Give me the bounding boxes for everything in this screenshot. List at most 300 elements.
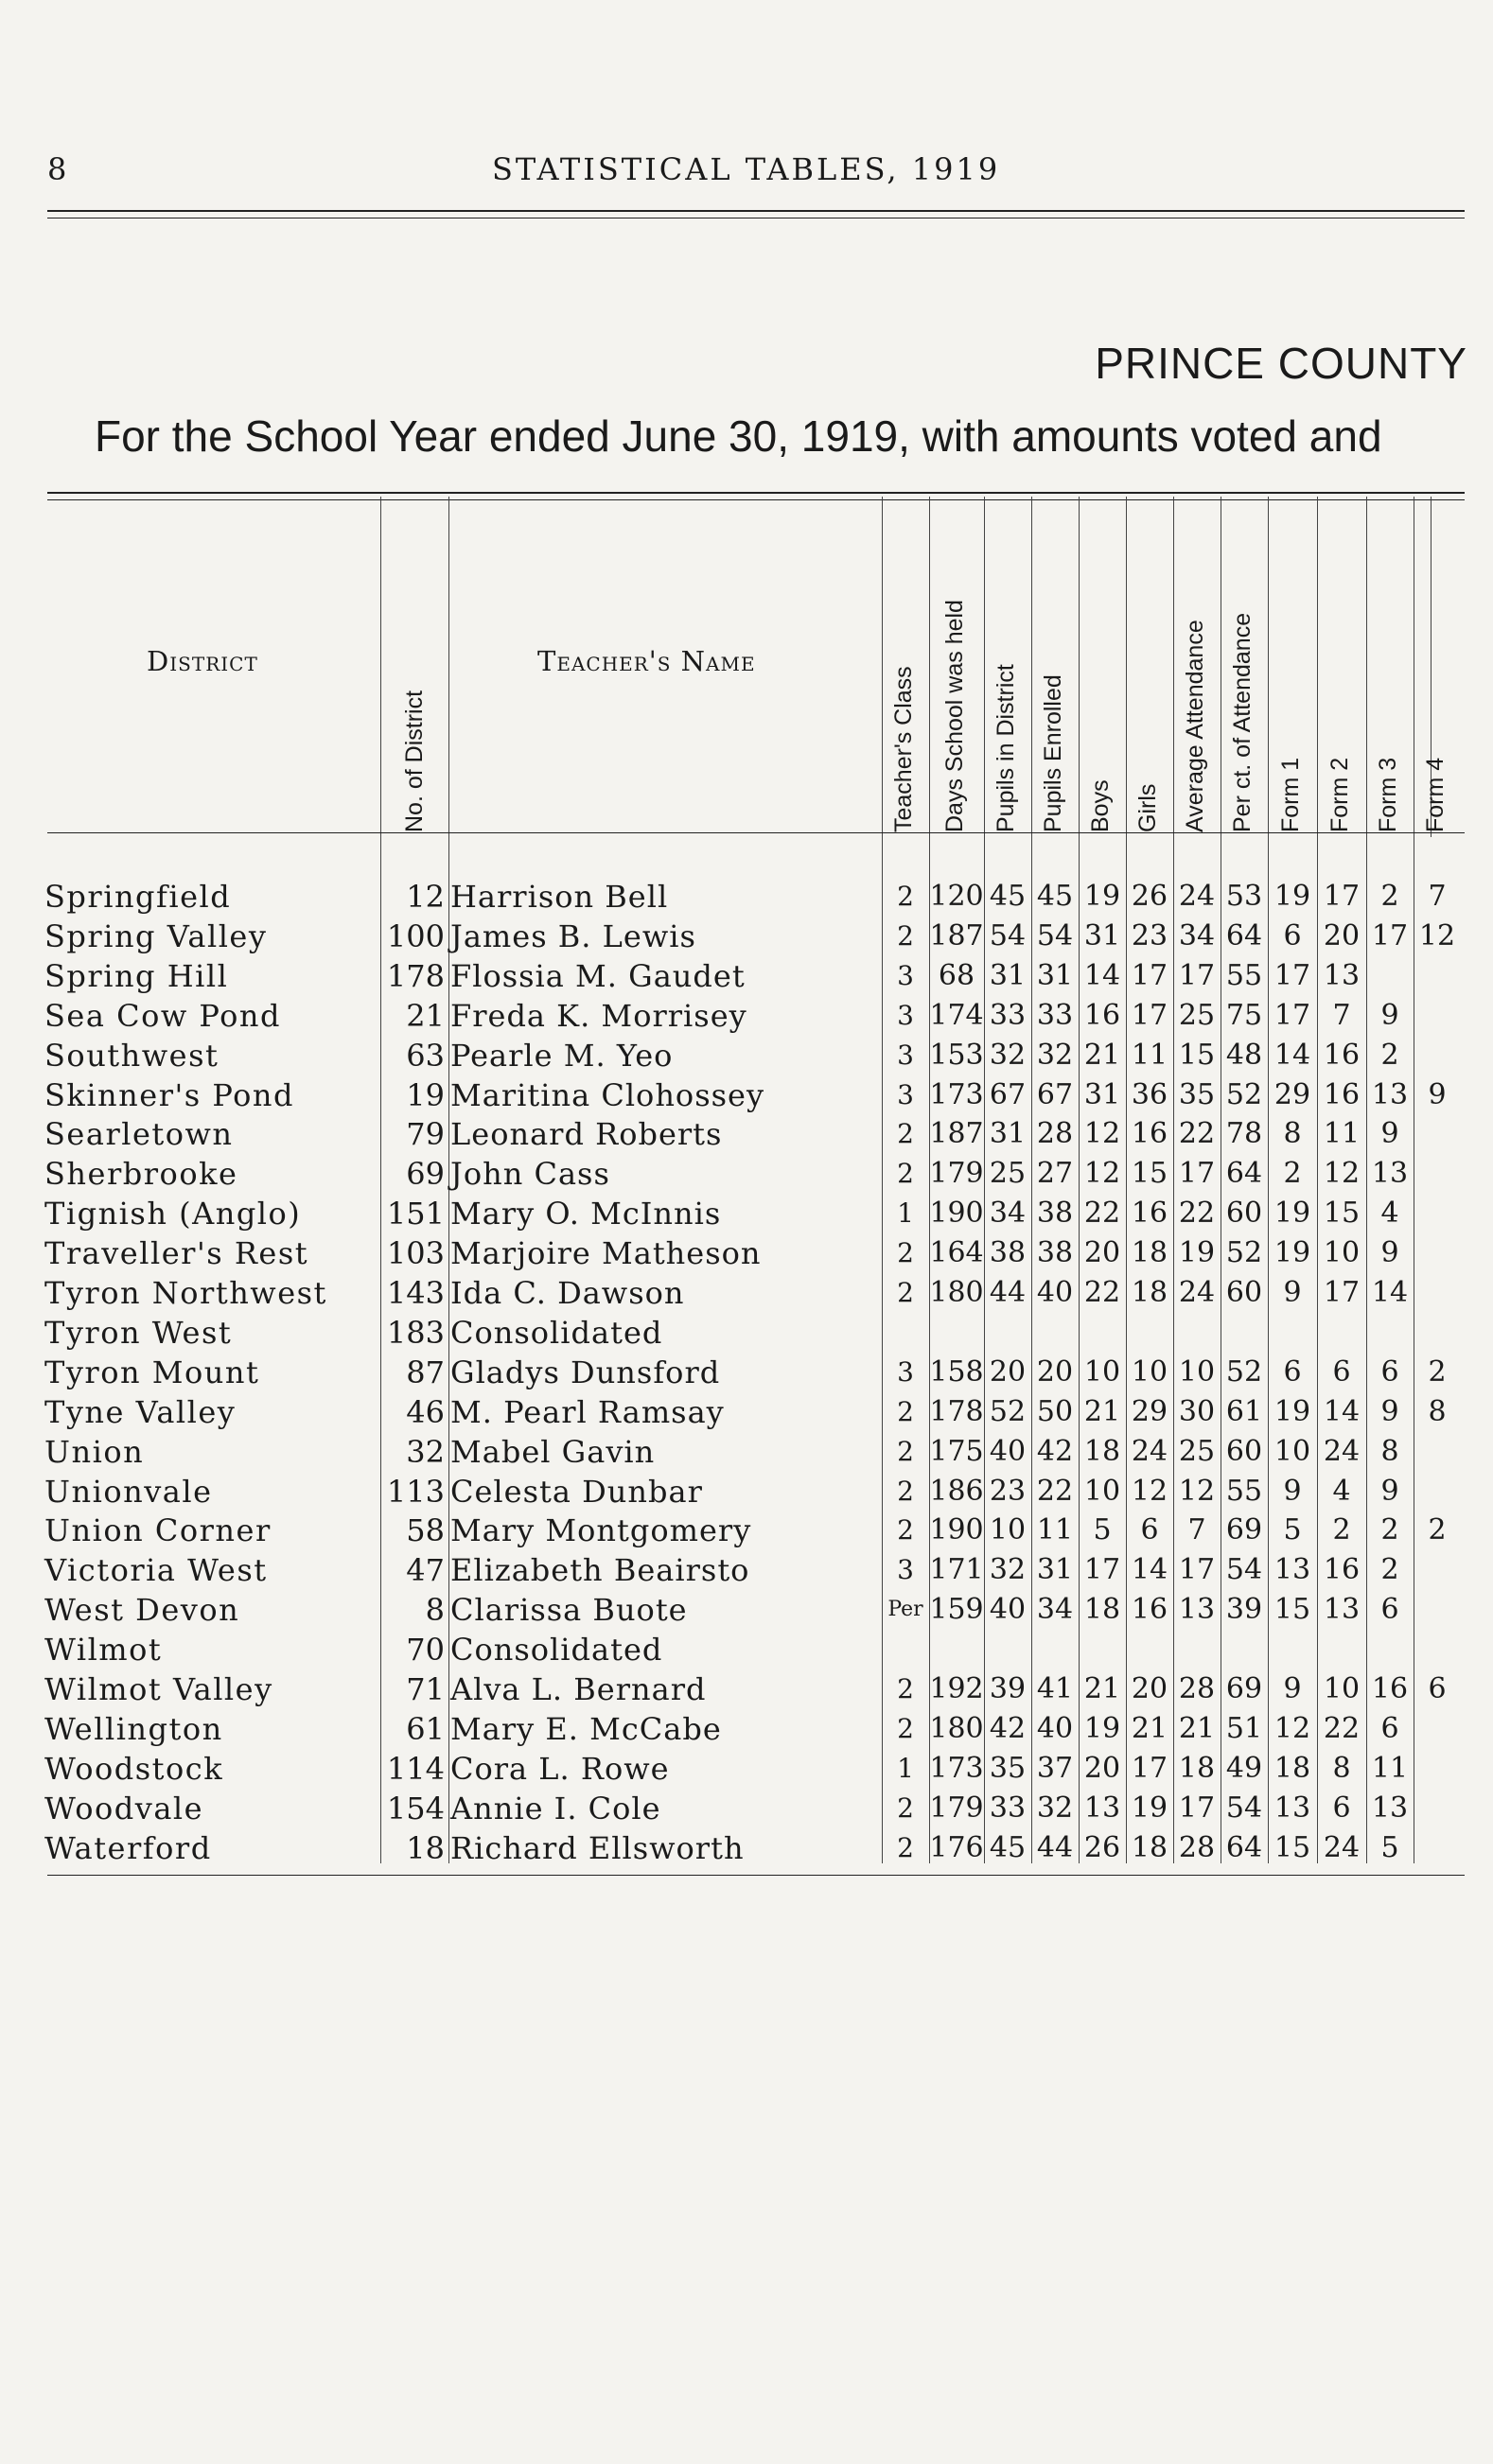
column-header-label: No. of District [401, 690, 428, 832]
cell-form3: 2 [1380, 1038, 1399, 1072]
district-name: Wellington [44, 1710, 223, 1747]
cell-average-attendance: 17 [1178, 1791, 1216, 1825]
cell-per-ct-attendance: 55 [1225, 958, 1263, 992]
cell-pupils-enrolled: 40 [1036, 1276, 1074, 1309]
cell-per-ct-attendance: 53 [1225, 880, 1263, 913]
column-header-boys [1083, 492, 1121, 832]
cell-form2: 14 [1323, 1394, 1361, 1428]
table-row [0, 1749, 1493, 1789]
cell-girls: 17 [1131, 958, 1168, 992]
cell-days-held: 159 [929, 1593, 984, 1627]
cell-per-ct-attendance: 52 [1225, 1236, 1263, 1270]
district-name: Wilmot Valley [44, 1671, 273, 1707]
cell-days-held: 176 [929, 1830, 984, 1864]
district-number: 114 [386, 1750, 445, 1787]
district-number: 63 [406, 1037, 445, 1074]
cell-boys: 22 [1083, 1197, 1121, 1231]
district-number: 103 [386, 1235, 445, 1272]
cell-pupils-in-district: 39 [989, 1672, 1027, 1705]
cell-average-attendance: 13 [1178, 1593, 1216, 1627]
column-header-label: Days School was held [941, 600, 968, 832]
cell-boys: 26 [1083, 1830, 1121, 1864]
table-row [0, 1789, 1493, 1828]
table-row [0, 996, 1493, 1036]
cell-form3: 2 [1380, 1553, 1399, 1587]
cell-girls: 15 [1131, 1157, 1168, 1191]
cell-girls: 26 [1131, 880, 1168, 913]
cell-per-ct-attendance: 78 [1225, 1117, 1263, 1151]
cell-days-held: 68 [938, 958, 975, 992]
cell-girls: 16 [1131, 1117, 1168, 1151]
cell-days-held: 180 [929, 1711, 984, 1745]
cell-form3: 9 [1380, 1474, 1399, 1508]
cell-form3: 9 [1380, 998, 1399, 1032]
cell-boys: 10 [1083, 1354, 1121, 1389]
cell-form1: 19 [1273, 1197, 1311, 1231]
cell-form1: 2 [1283, 1157, 1302, 1191]
cell-pupils-in-district: 54 [989, 918, 1027, 952]
cell-per-ct-attendance: 54 [1225, 1791, 1263, 1825]
table-row [0, 1392, 1493, 1432]
district-number: 46 [406, 1393, 445, 1430]
cell-form1: 13 [1273, 1791, 1311, 1825]
cell-form2: 24 [1323, 1830, 1361, 1864]
district-name: Tyron Mount [44, 1354, 260, 1390]
cell-form1: 6 [1283, 1354, 1302, 1389]
column-header-label: Form 4 [1422, 757, 1449, 832]
district-name: Sherbrooke [44, 1156, 238, 1193]
cell-teacher-class: 2 [897, 1712, 914, 1744]
cell-teacher-class: 3 [897, 1039, 914, 1071]
cell-form1: 15 [1273, 1830, 1311, 1864]
cell-form2: 11 [1323, 1117, 1361, 1151]
table-row [0, 1353, 1493, 1392]
cell-form3: 13 [1371, 1157, 1409, 1191]
cell-teacher-class: Per [887, 1598, 923, 1622]
cell-form1: 5 [1283, 1513, 1302, 1547]
cell-average-attendance: 25 [1178, 998, 1216, 1032]
cell-form3: 2 [1380, 1513, 1399, 1547]
cell-pupils-in-district: 34 [989, 1197, 1027, 1231]
cell-pupils-in-district: 33 [989, 1791, 1027, 1825]
table-row [0, 1075, 1493, 1115]
cell-pupils-in-district: 42 [989, 1711, 1027, 1745]
cell-days-held: 187 [929, 1117, 984, 1151]
cell-per-ct-attendance: 64 [1225, 1157, 1263, 1191]
cell-girls: 6 [1140, 1513, 1159, 1547]
header-teacher-name: Teacher's Name [537, 645, 756, 677]
cell-days-held: 178 [929, 1394, 984, 1428]
cell-pupils-enrolled: 42 [1036, 1434, 1074, 1468]
cell-form3: 5 [1380, 1830, 1399, 1864]
cell-days-held: 179 [929, 1791, 984, 1825]
cell-form3: 9 [1380, 1117, 1399, 1151]
cell-pupils-enrolled: 20 [1036, 1354, 1074, 1389]
cell-pupils-in-district: 38 [989, 1236, 1027, 1270]
cell-teacher-class: 2 [897, 1791, 914, 1824]
cell-teacher-class: 3 [897, 1078, 914, 1110]
column-header-label: Per ct. of Attendance [1229, 612, 1256, 832]
column-header-label: Teacher's Class [890, 666, 917, 832]
cell-average-attendance: 19 [1178, 1236, 1216, 1270]
teacher-name: Richard Ellsworth [450, 1829, 745, 1866]
teacher-name: Mary O. McInnis [450, 1196, 722, 1232]
cell-teacher-class: 2 [897, 1118, 914, 1150]
cell-girls: 12 [1131, 1474, 1168, 1508]
column-header-days-held [938, 492, 975, 832]
column-header-pupils-enrolled [1036, 492, 1074, 832]
teacher-name: Maritina Clohossey [450, 1076, 765, 1113]
cell-teacher-class: 2 [897, 1831, 914, 1863]
cell-days-held: 190 [929, 1197, 984, 1231]
cell-average-attendance: 24 [1178, 1276, 1216, 1309]
cell-pupils-enrolled: 27 [1036, 1157, 1074, 1191]
cell-form1: 19 [1273, 880, 1311, 913]
district-number: 87 [406, 1354, 445, 1390]
column-header-label: Pupils in District [992, 664, 1019, 832]
cell-form2: 6 [1332, 1791, 1351, 1825]
cell-teacher-class: 2 [897, 1158, 914, 1190]
cell-average-attendance: 17 [1178, 958, 1216, 992]
cell-form4: 9 [1428, 1077, 1447, 1111]
cell-pupils-enrolled: 34 [1036, 1593, 1074, 1627]
district-name: Woodstock [44, 1750, 224, 1787]
cell-form2: 2 [1332, 1513, 1351, 1547]
cell-form3: 9 [1380, 1394, 1399, 1428]
table-row [0, 877, 1493, 917]
table-row [0, 956, 1493, 996]
cell-per-ct-attendance: 49 [1225, 1751, 1263, 1785]
cell-teacher-class: 2 [897, 1435, 914, 1467]
cell-form3: 9 [1380, 1236, 1399, 1270]
cell-boys: 21 [1083, 1394, 1121, 1428]
district-name: Spring Valley [44, 917, 268, 954]
teacher-name: Mabel Gavin [450, 1433, 656, 1470]
cell-days-held: 180 [929, 1276, 984, 1309]
header-rule [47, 210, 1465, 212]
teacher-name: M. Pearl Ramsay [450, 1393, 725, 1430]
cell-form3: 8 [1380, 1434, 1399, 1468]
cell-per-ct-attendance: 64 [1225, 1830, 1263, 1864]
cell-girls: 18 [1131, 1830, 1168, 1864]
teacher-name: Consolidated [450, 1632, 663, 1669]
cell-average-attendance: 34 [1178, 918, 1216, 952]
cell-average-attendance: 22 [1178, 1197, 1216, 1231]
column-header-label: Form 3 [1375, 757, 1401, 832]
cell-form2: 17 [1323, 1276, 1361, 1309]
page-number: 8 [47, 151, 70, 187]
cell-pupils-in-district: 52 [989, 1394, 1027, 1428]
column-header-label: Form 1 [1277, 757, 1304, 832]
district-number: 143 [386, 1275, 445, 1311]
cell-pupils-enrolled: 50 [1036, 1394, 1074, 1428]
teacher-name: Freda K. Morrisey [450, 997, 747, 1034]
district-name: West Devon [44, 1592, 240, 1629]
table-row [0, 1511, 1493, 1550]
district-number: 18 [406, 1829, 445, 1866]
district-name: Tyne Valley [44, 1393, 237, 1430]
district-number: 69 [406, 1156, 445, 1193]
district-number: 79 [406, 1116, 445, 1153]
cell-form1: 17 [1273, 958, 1311, 992]
cell-per-ct-attendance: 51 [1225, 1711, 1263, 1745]
cell-average-attendance: 30 [1178, 1394, 1216, 1428]
cell-days-held: 174 [929, 998, 984, 1032]
district-name: Traveller's Rest [44, 1235, 309, 1272]
column-header-form2 [1323, 492, 1361, 832]
cell-average-attendance: 15 [1178, 1038, 1216, 1072]
cell-girls: 36 [1131, 1077, 1168, 1111]
cell-form2: 13 [1323, 1593, 1361, 1627]
cell-days-held: 173 [929, 1751, 984, 1785]
teacher-name: Clarissa Buote [450, 1592, 688, 1629]
column-header-average-attendance [1178, 492, 1216, 832]
cell-pupils-enrolled: 38 [1036, 1197, 1074, 1231]
teacher-name: Leonard Roberts [450, 1116, 723, 1153]
cell-teacher-class: 3 [897, 1355, 914, 1388]
cell-teacher-class: 2 [897, 1475, 914, 1507]
teacher-name: John Cass [450, 1156, 610, 1193]
cell-boys: 13 [1083, 1791, 1121, 1825]
cell-form2: 24 [1323, 1434, 1361, 1468]
cell-form2: 17 [1323, 880, 1361, 913]
district-name: Tyron Northwest [44, 1275, 327, 1311]
cell-per-ct-attendance: 55 [1225, 1474, 1263, 1508]
cell-per-ct-attendance: 75 [1225, 998, 1263, 1032]
cell-form4: 8 [1428, 1394, 1447, 1428]
cell-boys: 12 [1083, 1117, 1121, 1151]
table-row [0, 1590, 1493, 1630]
cell-boys: 19 [1083, 1711, 1121, 1745]
district-number: 21 [406, 997, 445, 1034]
cell-per-ct-attendance: 52 [1225, 1354, 1263, 1389]
cell-teacher-class: 2 [897, 1673, 914, 1704]
district-name: Victoria West [44, 1552, 268, 1589]
table-row [0, 1154, 1493, 1194]
cell-form1: 19 [1273, 1394, 1311, 1428]
county-title: PRINCE COUNTY [1095, 339, 1467, 388]
column-header-label: Boys [1087, 779, 1114, 832]
cell-form3: 6 [1380, 1354, 1399, 1389]
cell-average-attendance: 10 [1178, 1354, 1216, 1389]
district-number: 19 [406, 1076, 445, 1113]
header-bottom-rule [47, 832, 1465, 833]
cell-days-held: 190 [929, 1513, 984, 1547]
teacher-name: Pearle M. Yeo [450, 1037, 674, 1074]
cell-days-held: 173 [929, 1077, 984, 1111]
cell-average-attendance: 28 [1178, 1672, 1216, 1705]
cell-pupils-in-district: 40 [989, 1434, 1027, 1468]
teacher-name: Harrison Bell [450, 879, 669, 915]
cell-form2: 20 [1323, 918, 1361, 952]
cell-per-ct-attendance: 60 [1225, 1276, 1263, 1309]
district-number: 71 [406, 1671, 445, 1707]
table-row [0, 1472, 1493, 1512]
district-name: Springfield [44, 879, 232, 915]
cell-average-attendance: 24 [1178, 880, 1216, 913]
cell-per-ct-attendance: 54 [1225, 1553, 1263, 1587]
cell-boys: 19 [1083, 880, 1121, 913]
cell-pupils-enrolled: 22 [1036, 1474, 1074, 1508]
cell-pupils-enrolled: 31 [1036, 958, 1074, 992]
cell-form3: 13 [1371, 1077, 1409, 1111]
table-row [0, 1114, 1493, 1154]
cell-teacher-class: 2 [897, 919, 914, 952]
teacher-name: Annie I. Cole [450, 1790, 661, 1826]
column-header-label: Form 2 [1326, 757, 1353, 832]
cell-boys: 17 [1083, 1553, 1121, 1587]
district-name: Southwest [44, 1037, 220, 1074]
cell-form2: 10 [1323, 1236, 1361, 1270]
teacher-name: Elizabeth Beairsto [450, 1552, 750, 1589]
cell-days-held: 187 [929, 918, 984, 952]
cell-form1: 9 [1283, 1474, 1302, 1508]
cell-average-attendance: 35 [1178, 1077, 1216, 1111]
teacher-name: Mary E. McCabe [450, 1710, 722, 1747]
cell-boys: 20 [1083, 1236, 1121, 1270]
cell-boys: 31 [1083, 918, 1121, 952]
cell-days-held: 153 [929, 1038, 984, 1072]
cell-average-attendance: 12 [1178, 1474, 1216, 1508]
cell-boys: 22 [1083, 1276, 1121, 1309]
cell-per-ct-attendance: 48 [1225, 1038, 1263, 1072]
cell-average-attendance: 17 [1178, 1157, 1216, 1191]
cell-form2: 10 [1323, 1672, 1361, 1705]
cell-pupils-enrolled: 33 [1036, 998, 1074, 1032]
cell-boys: 14 [1083, 958, 1121, 992]
cell-form2: 15 [1323, 1197, 1361, 1231]
district-number: 61 [406, 1710, 445, 1747]
cell-form3: 6 [1380, 1711, 1399, 1745]
cell-per-ct-attendance: 52 [1225, 1077, 1263, 1111]
cell-form1: 29 [1273, 1077, 1311, 1111]
running-title: STATISTICAL TABLES, 1919 [492, 151, 1001, 187]
cell-form3: 16 [1371, 1672, 1409, 1705]
cell-pupils-in-district: 45 [989, 1830, 1027, 1864]
cell-average-attendance: 21 [1178, 1711, 1216, 1745]
cell-form3: 6 [1380, 1593, 1399, 1627]
column-header-form1 [1273, 492, 1311, 832]
cell-pupils-enrolled: 28 [1036, 1117, 1074, 1151]
table-row [0, 1036, 1493, 1075]
district-name: Wilmot [44, 1632, 163, 1669]
cell-pupils-in-district: 31 [989, 958, 1027, 992]
district-number: 8 [425, 1592, 445, 1629]
cell-pupils-in-district: 32 [989, 1553, 1027, 1587]
district-name: Spring Hill [44, 957, 229, 994]
district-name: Union [44, 1433, 145, 1470]
cell-per-ct-attendance: 64 [1225, 918, 1263, 952]
table-row [0, 1709, 1493, 1749]
cell-days-held: 171 [929, 1553, 984, 1587]
table-row [0, 1669, 1493, 1709]
district-number: 58 [406, 1512, 445, 1549]
cell-teacher-class: 2 [897, 1395, 914, 1427]
district-number: 47 [406, 1552, 445, 1589]
table-row [0, 1550, 1493, 1590]
cell-pupils-enrolled: 54 [1036, 918, 1074, 952]
cell-form3: 2 [1380, 880, 1399, 913]
cell-per-ct-attendance: 39 [1225, 1593, 1263, 1627]
teacher-name: Cora L. Rowe [450, 1750, 670, 1787]
cell-form1: 6 [1283, 918, 1302, 952]
district-number: 154 [386, 1790, 445, 1826]
cell-pupils-in-district: 44 [989, 1276, 1027, 1309]
teacher-name: Gladys Dunsford [450, 1354, 721, 1390]
cell-form2: 16 [1323, 1553, 1361, 1587]
cell-girls: 29 [1131, 1394, 1168, 1428]
column-header-no-of-district [397, 492, 435, 832]
cell-form1: 18 [1273, 1751, 1311, 1785]
cell-teacher-class: 2 [897, 1237, 914, 1269]
district-name: Tignish (Anglo) [44, 1196, 302, 1232]
cell-form1: 10 [1273, 1434, 1311, 1468]
cell-form3: 14 [1371, 1276, 1409, 1309]
cell-boys: 18 [1083, 1593, 1121, 1627]
cell-girls: 24 [1131, 1434, 1168, 1468]
teacher-name: Alva L. Bernard [450, 1671, 707, 1707]
cell-teacher-class: 2 [897, 1277, 914, 1308]
cell-girls: 18 [1131, 1236, 1168, 1270]
teacher-name: Ida C. Dawson [450, 1275, 685, 1311]
cell-form3: 13 [1371, 1791, 1409, 1825]
cell-average-attendance: 18 [1178, 1751, 1216, 1785]
cell-boys: 21 [1083, 1038, 1121, 1072]
cell-girls: 23 [1131, 918, 1168, 952]
cell-teacher-class: 3 [897, 999, 914, 1031]
cell-average-attendance: 22 [1178, 1117, 1216, 1151]
cell-boys: 20 [1083, 1751, 1121, 1785]
cell-pupils-enrolled: 32 [1036, 1791, 1074, 1825]
cell-pupils-in-district: 23 [989, 1474, 1027, 1508]
column-header-form3 [1371, 492, 1409, 832]
cell-pupils-in-district: 32 [989, 1038, 1027, 1072]
cell-form4: 2 [1428, 1354, 1447, 1389]
cell-boys: 5 [1093, 1513, 1112, 1547]
cell-per-ct-attendance: 60 [1225, 1434, 1263, 1468]
cell-pupils-in-district: 20 [989, 1354, 1027, 1389]
header-district: District [147, 645, 258, 677]
cell-girls: 11 [1131, 1038, 1168, 1072]
column-header-label: Girls [1134, 783, 1161, 832]
cell-pupils-in-district: 10 [989, 1513, 1027, 1547]
cell-girls: 10 [1131, 1354, 1168, 1389]
cell-form2: 7 [1332, 998, 1351, 1032]
cell-boys: 10 [1083, 1474, 1121, 1508]
cell-form1: 19 [1273, 1236, 1311, 1270]
cell-form3: 17 [1371, 918, 1409, 952]
cell-boys: 31 [1083, 1077, 1121, 1111]
cell-girls: 16 [1131, 1197, 1168, 1231]
cell-form4: 2 [1428, 1513, 1447, 1547]
cell-pupils-enrolled: 32 [1036, 1038, 1074, 1072]
cell-form3: 11 [1371, 1751, 1409, 1785]
cell-per-ct-attendance: 69 [1225, 1513, 1263, 1547]
district-number: 183 [386, 1314, 445, 1351]
cell-teacher-class: 2 [897, 881, 914, 912]
cell-pupils-enrolled: 37 [1036, 1751, 1074, 1785]
table-subtitle: For the School Year ended June 30, 1919, with amounts voted and [95, 411, 1382, 461]
cell-average-attendance: 7 [1187, 1513, 1206, 1547]
cell-teacher-class: 1 [897, 1197, 914, 1230]
district-number: 32 [406, 1433, 445, 1470]
cell-form4: 7 [1428, 880, 1447, 913]
column-header-teacher-class [887, 492, 924, 832]
cell-form3: 4 [1380, 1197, 1399, 1231]
cell-average-attendance: 28 [1178, 1830, 1216, 1864]
column-header-form4 [1418, 492, 1456, 832]
cell-days-held: 186 [929, 1474, 984, 1508]
